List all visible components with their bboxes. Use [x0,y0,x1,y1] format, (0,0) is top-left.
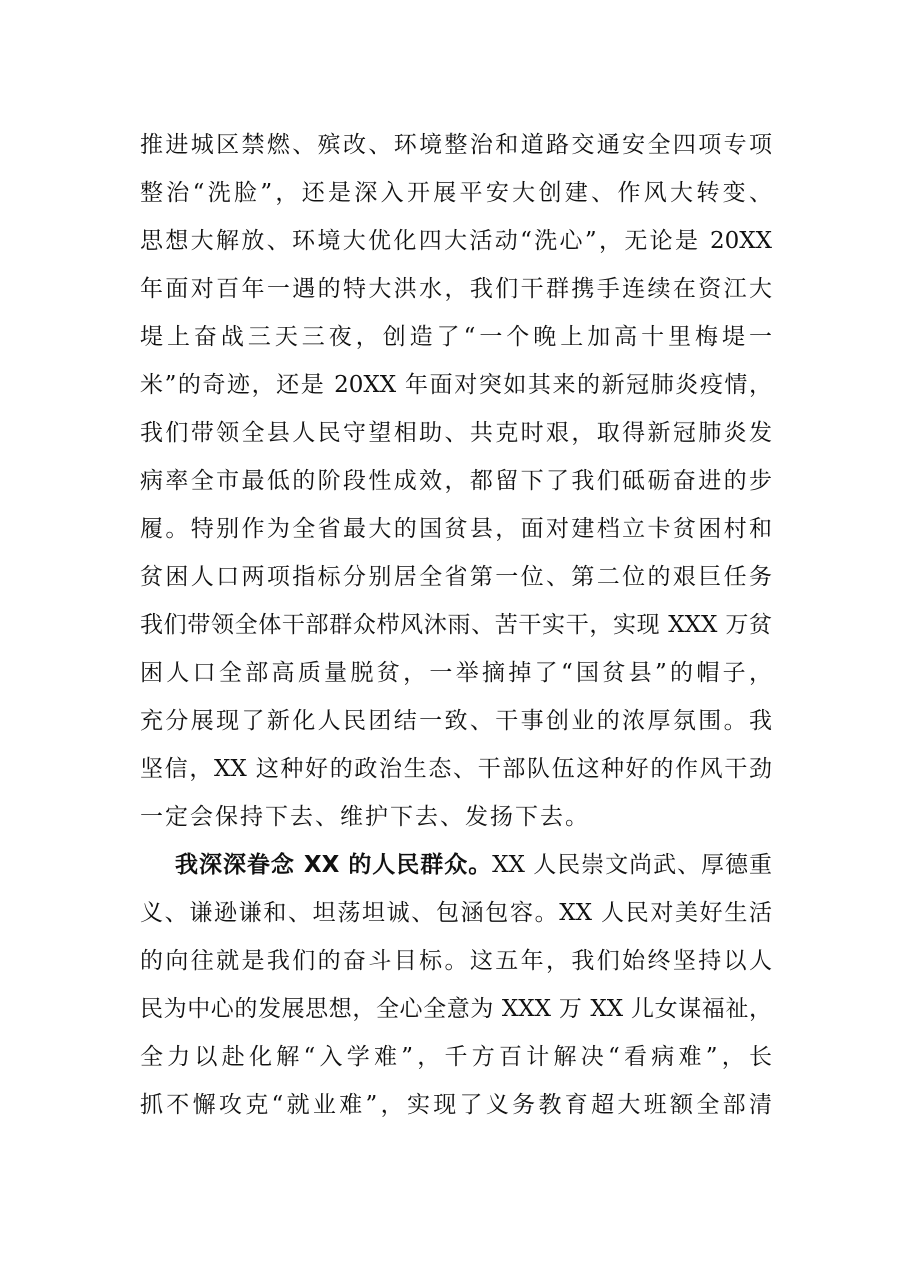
paragraph-1-line-10: 贫困人口两项指标分别居全省第一位、第二位的艰巨任务 [140,564,772,590]
paragraph-1-line-1: 推进城区禁燃、殡改、环境整治和道路交通安全四项专项 [140,132,772,158]
paragraph-2-first-line-rest: XX 人民崇文尚武、厚德重 [492,852,772,878]
paragraph-2-heading: 我深深眷念 XX 的人民群众。 [175,852,493,878]
paragraph-1-line-6: 米”的奇迹，还是 20XX 年面对突如其来的新冠肺炎疫情， [140,372,772,398]
paragraph-1-line-7: 我们带领全县人民守望相助、共克时艰，取得新冠肺炎发 [140,420,772,446]
paragraph-1-line-5: 堤上奋战三天三夜，创造了“一个晚上加高十里梅堤一 [140,324,772,350]
paragraph-1-line-2: 整治“洗脸”，还是深入开展平安大创建、作风大转变、 [140,180,772,206]
paragraph-1-line-15: 一定会保持下去、维护下去、发扬下去。 [140,804,590,830]
paragraph-1-line-11: 我们带领全体干部群众栉风沐雨、苦干实干，实现 XXX 万贫 [140,612,772,638]
paragraph-1-line-12: 困人口全部高质量脱贫，一举摘掉了“国贫县”的帽子， [140,660,772,686]
paragraph-1-line-8: 病率全市最低的阶段性成效，都留下了我们砥砺奋进的步 [140,468,772,494]
paragraph-1-line-3: 思想大解放、环境大优化四大活动“洗心”，无论是 20XX [140,228,772,254]
paragraph-1-line-4: 年面对百年一遇的特大洪水，我们干群携手连续在资江大 [140,276,772,302]
paragraph-1-line-13: 充分展现了新化人民团结一致、干事创业的浓厚氛围。我 [140,708,772,734]
paragraph-2-line-2: 义、谦逊谦和、坦荡坦诚、包涵包容。XX 人民对美好生活 [140,900,772,926]
paragraph-2-line-6: 抓不懈攻克“就业难”，实现了义务教育超大班额全部清 [140,1092,772,1118]
paragraph-1-line-14: 坚信，XX 这种好的政治生态、干部队伍这种好的作风干劲 [140,756,772,782]
paragraph-2-line-5: 全力以赴化解“入学难”，千方百计解决“看病难”，长 [140,1044,772,1070]
paragraph-2-line-1 [175,849,772,881]
paragraph-2-line-4: 民为中心的发展思想，全心全意为 XXX 万 XX 儿女谋福祉， [140,996,772,1022]
paragraph-1-line-9: 履。特别作为全省最大的国贫县，面对建档立卡贫困村和 [140,516,772,542]
paragraph-2-line-3: 的向往就是我们的奋斗目标。这五年，我们始终坚持以人 [140,948,772,974]
